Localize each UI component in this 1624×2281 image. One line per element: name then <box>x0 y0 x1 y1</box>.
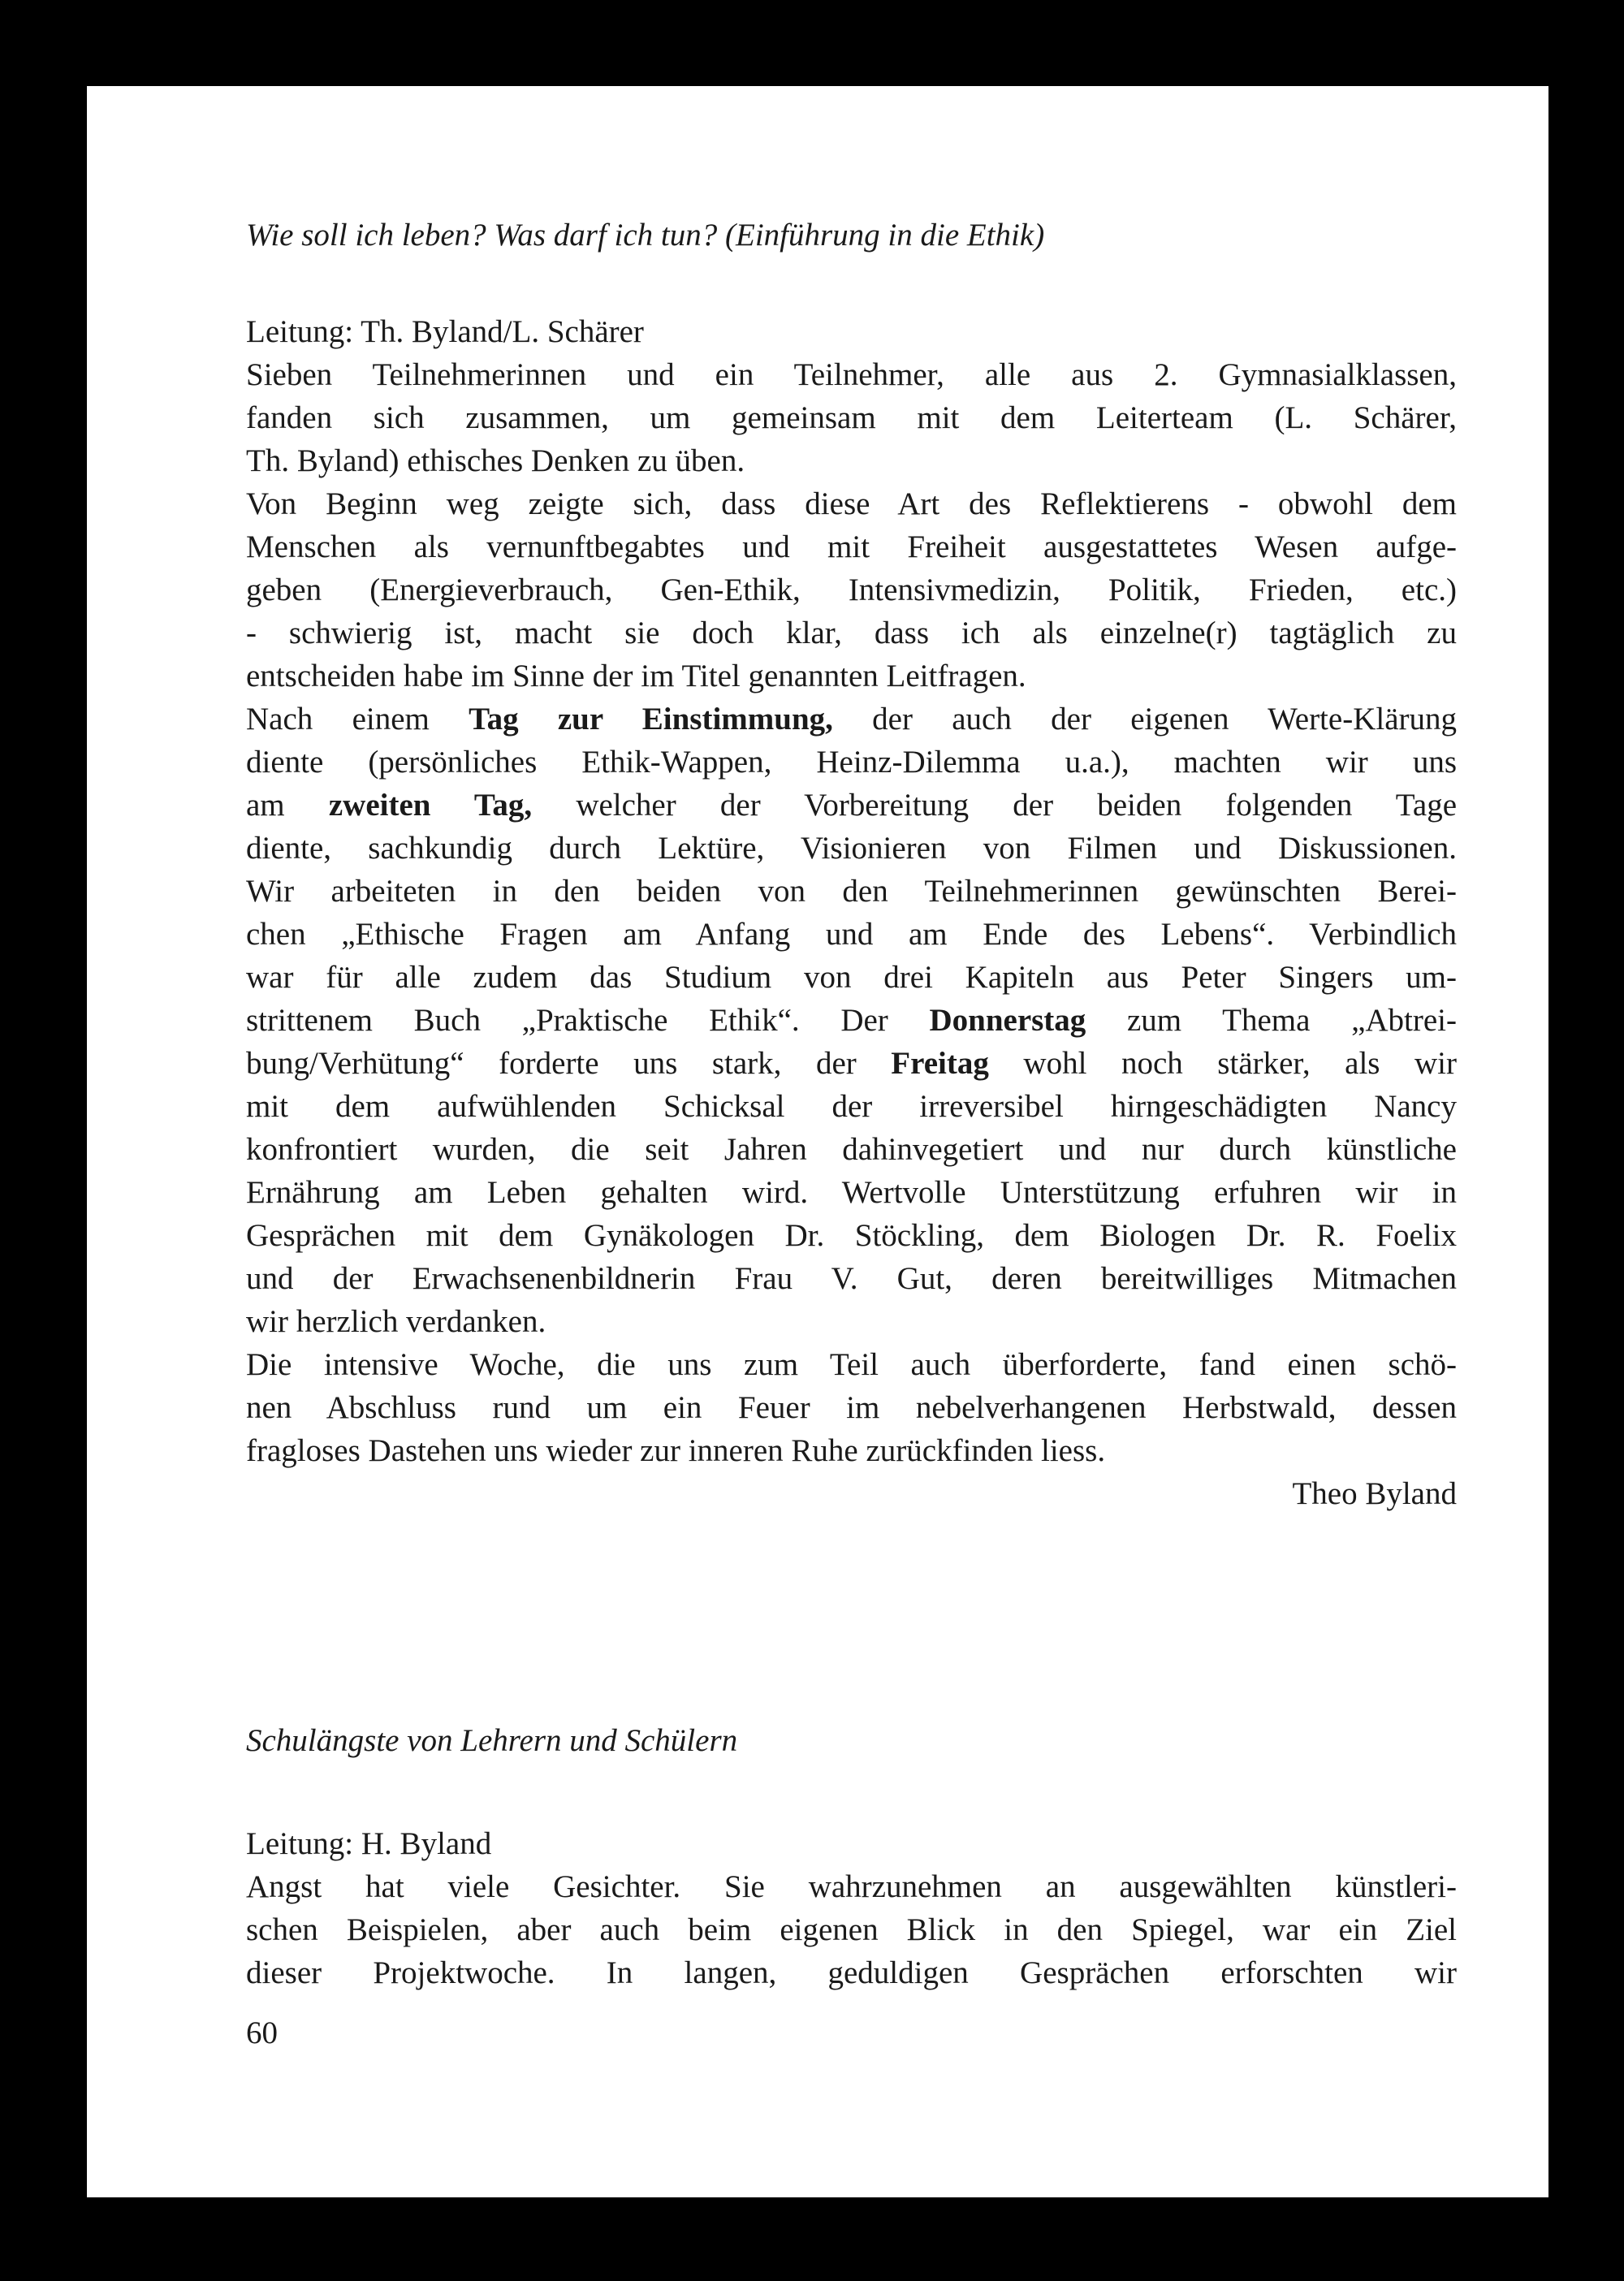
text-line: geben (Energieverbrauch, Gen-Ethik, Intensivmedizin, Politik, Frieden, etc.) <box>246 572 1457 607</box>
text-line: nen Abschluss rund um ein Feuer im nebelverhangenen Herbstwald, dessen <box>246 1390 1457 1425</box>
text-line: Ernährung am Leben gehalten wird. Wertvolle Unterstützung erfuhren wir in <box>246 1175 1457 1210</box>
text-line: - schwierig ist, macht sie doch klar, dass ich als einzelne(r) tagtäglich zu <box>246 616 1457 650</box>
text-line: entscheiden habe im Sinne der im Titel genannten Leitfragen. <box>246 659 1026 693</box>
text-line: Von Beginn weg zeigte sich, dass diese Art des Reflektierens - obwohl dem <box>246 486 1457 521</box>
text-line: Menschen als vernunftbegabtes und mit Freiheit ausgestattetes Wesen aufge- <box>246 529 1457 564</box>
section-body-schulaengste <box>246 1822 1457 1994</box>
text-line <box>246 698 1457 741</box>
text-line: Angst hat viele Gesichter. Sie wahrzunehmen an ausgewählten künstleri- <box>246 1869 1457 1904</box>
text-fragment: der auch der eigenen Werte-Klärung <box>872 702 1457 737</box>
text-line: war für alle zudem das Studium von drei Kapiteln aus Peter Singers um- <box>246 960 1457 995</box>
text-line: mit dem aufwühlenden Schicksal der irreversibel hirngeschädigten Nancy <box>246 1089 1457 1124</box>
section-title-schulaengste: Schulängste von Lehrern und Schülern <box>246 1723 738 1758</box>
text-line: konfrontiert wurden, die seit Jahren dahinvegetiert und nur durch künstliche <box>246 1132 1457 1167</box>
leitung-line: Leitung: H. Byland <box>246 1826 492 1861</box>
text-line: Gesprächen mit dem Gynäkologen Dr. Stöckling, dem Biologen Dr. R. Foelix <box>246 1218 1457 1253</box>
text-line: fanden sich zusammen, um gemeinsam mit dem Leiterteam (L. Schärer, <box>246 400 1457 435</box>
text-line: wir herzlich verdanken. <box>246 1304 546 1339</box>
bold-phrase: zweiten Tag, <box>328 788 533 823</box>
text-line: Die intensive Woche, die uns zum Teil auch überforderte, fand einen schö- <box>246 1347 1457 1382</box>
text-line: Th. Byland) ethisches Denken zu üben. <box>246 443 745 478</box>
text-fragment: zum Thema „Abtrei- <box>1127 1003 1458 1038</box>
text-line: schen Beispielen, aber auch beim eigenen Blick in den Spiegel, war ein Ziel <box>246 1912 1457 1947</box>
text-line: Sieben Teilnehmerinnen und ein Teilnehmer, alle aus 2. Gymnasialklassen, <box>246 357 1457 392</box>
text-line <box>246 999 1457 1042</box>
text-line <box>246 1042 1457 1085</box>
text-line: dieser Projektwoche. In langen, geduldigen Gesprächen erforschten wir <box>246 1955 1457 1990</box>
text-line: Wir arbeiteten in den beiden von den Teilnehmerinnen gewünschten Berei- <box>246 874 1457 909</box>
section-body-ethik <box>246 310 1457 1515</box>
page-number: 60 <box>246 2015 278 2050</box>
text-fragment: bung/Verhütung“ forderte uns stark, der <box>246 1046 857 1081</box>
text-line: und der Erwachsenenbildnerin Frau V. Gut, deren bereitwilliges Mitmachen <box>246 1261 1457 1296</box>
text-line: fragloses Dastehen uns wieder zur inneren Ruhe zurückfinden liess. <box>246 1433 1106 1468</box>
leitung-line: Leitung: Th. Byland/L. Schärer <box>246 314 644 349</box>
text-line <box>246 784 1457 827</box>
bold-phrase: Tag zur Einstimmung, <box>469 702 833 737</box>
bold-phrase: Donnerstag <box>929 1003 1086 1038</box>
text-fragment: wohl noch stärker, als wir <box>1023 1046 1457 1081</box>
text-line: diente, sachkundig durch Lektüre, Visionieren von Filmen und Diskussionen. <box>246 831 1457 866</box>
text-line: diente (persönliches Ethik-Wappen, Heinz-Dilemma u.a.), machten wir uns <box>246 745 1457 780</box>
document-page <box>87 86 1548 2197</box>
text-fragment: Nach einem <box>246 702 430 737</box>
text-fragment: welcher der Vorbereitung der beiden folgenden Tage <box>576 788 1458 823</box>
bold-phrase: Freitag <box>891 1046 989 1081</box>
author-signature: Theo Byland <box>1292 1476 1457 1511</box>
section-title-ethik: Wie soll ich leben? Was darf ich tun? (Einführung in die Ethik) <box>246 218 1045 253</box>
text-fragment: strittenem Buch „Praktische Ethik“. Der <box>246 1003 888 1038</box>
text-fragment: am <box>246 788 285 823</box>
text-line: chen „Ethische Fragen am Anfang und am Ende des Lebens“. Verbindlich <box>246 917 1457 952</box>
